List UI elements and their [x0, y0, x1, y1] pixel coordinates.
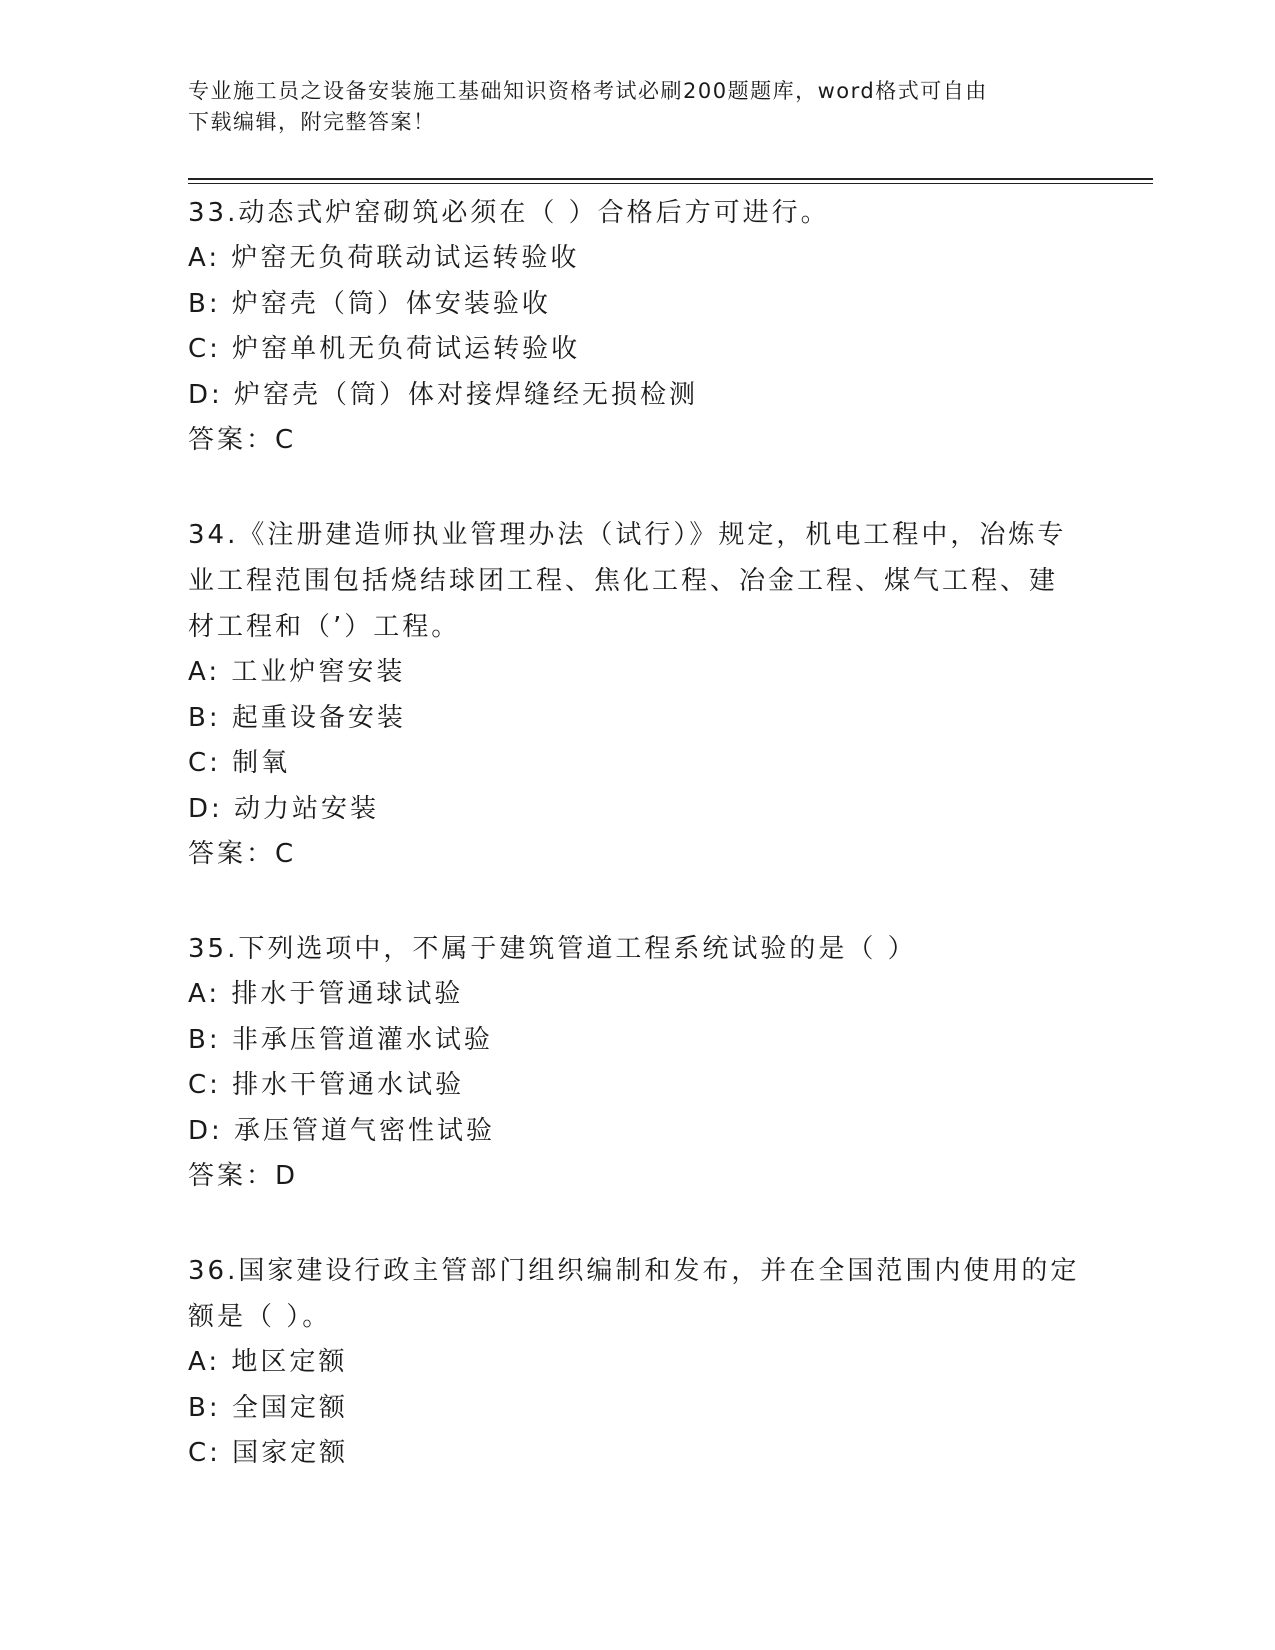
document-header [188, 76, 1088, 138]
question-35 [188, 926, 1088, 1200]
option-d: D: 承压管道气密性试验 [188, 1115, 496, 1146]
option-a: A: 炉窑无负荷联动试运转验收 [188, 243, 580, 273]
question-33 [188, 190, 1088, 464]
question-stem-line-1: 36.国家建设行政主管部门组织编制和发布，并在全国范围内使用的定 [188, 1255, 1080, 1286]
option-a: A: 地区定额 [188, 1346, 348, 1377]
option-b: B: 全国定额 [188, 1392, 348, 1423]
question-stem-line-2: 业工程范围包括烧结球团工程、焦化工程、冶金工程、煤气工程、建 [188, 565, 1059, 596]
question-stem: 35.下列选项中，不属于建筑管道工程系统试验的是（ ） [188, 933, 917, 964]
question-stem: 33.动态式炉窑砌筑必须在（ ）合格后方可进行。 [188, 198, 830, 228]
question-stem-line-3: 材工程和（’）工程。 [188, 611, 461, 642]
answer-line: 答案：D [188, 1161, 299, 1192]
option-b: B: 炉窑壳（筒）体安装验收 [188, 288, 551, 319]
header-line-2: 下载编辑，附完整答案！ [188, 110, 436, 134]
question-36 [188, 1248, 1088, 1477]
question-34 [188, 512, 1088, 878]
option-a: A: 排水于管通球试验 [188, 978, 464, 1009]
option-c: C: 炉窑单机无负荷试运转验收 [188, 334, 581, 365]
answer-line: 答案：C [188, 425, 297, 456]
header-rule-thick [188, 178, 1153, 180]
option-d: D: 动力站安装 [188, 793, 380, 824]
answer-line: 答案：C [188, 839, 297, 870]
option-b: B: 起重设备安装 [188, 702, 406, 733]
question-list [188, 190, 1088, 1525]
question-stem-line-2: 额是（ ）。 [188, 1301, 332, 1332]
option-c: C: 国家定额 [188, 1438, 349, 1469]
header-line-1: 专业施工员之设备安装施工基础知识资格考试必刷200题题库，word格式可自由 [188, 79, 988, 103]
header-rule-thin [188, 183, 1153, 184]
question-stem-line-1: 34.《注册建造师执业管理办法（试行）》规定，机电工程中，冶炼专 [188, 519, 1067, 550]
option-a: A: 工业炉窖安装 [188, 656, 406, 687]
option-c: C: 制氧 [188, 748, 291, 779]
option-c: C: 排水干管通水试验 [188, 1070, 465, 1101]
option-b: B: 非承压管道灌水试验 [188, 1024, 493, 1055]
option-d: D: 炉窑壳（筒）体对接焊缝经无损检测 [188, 379, 699, 410]
